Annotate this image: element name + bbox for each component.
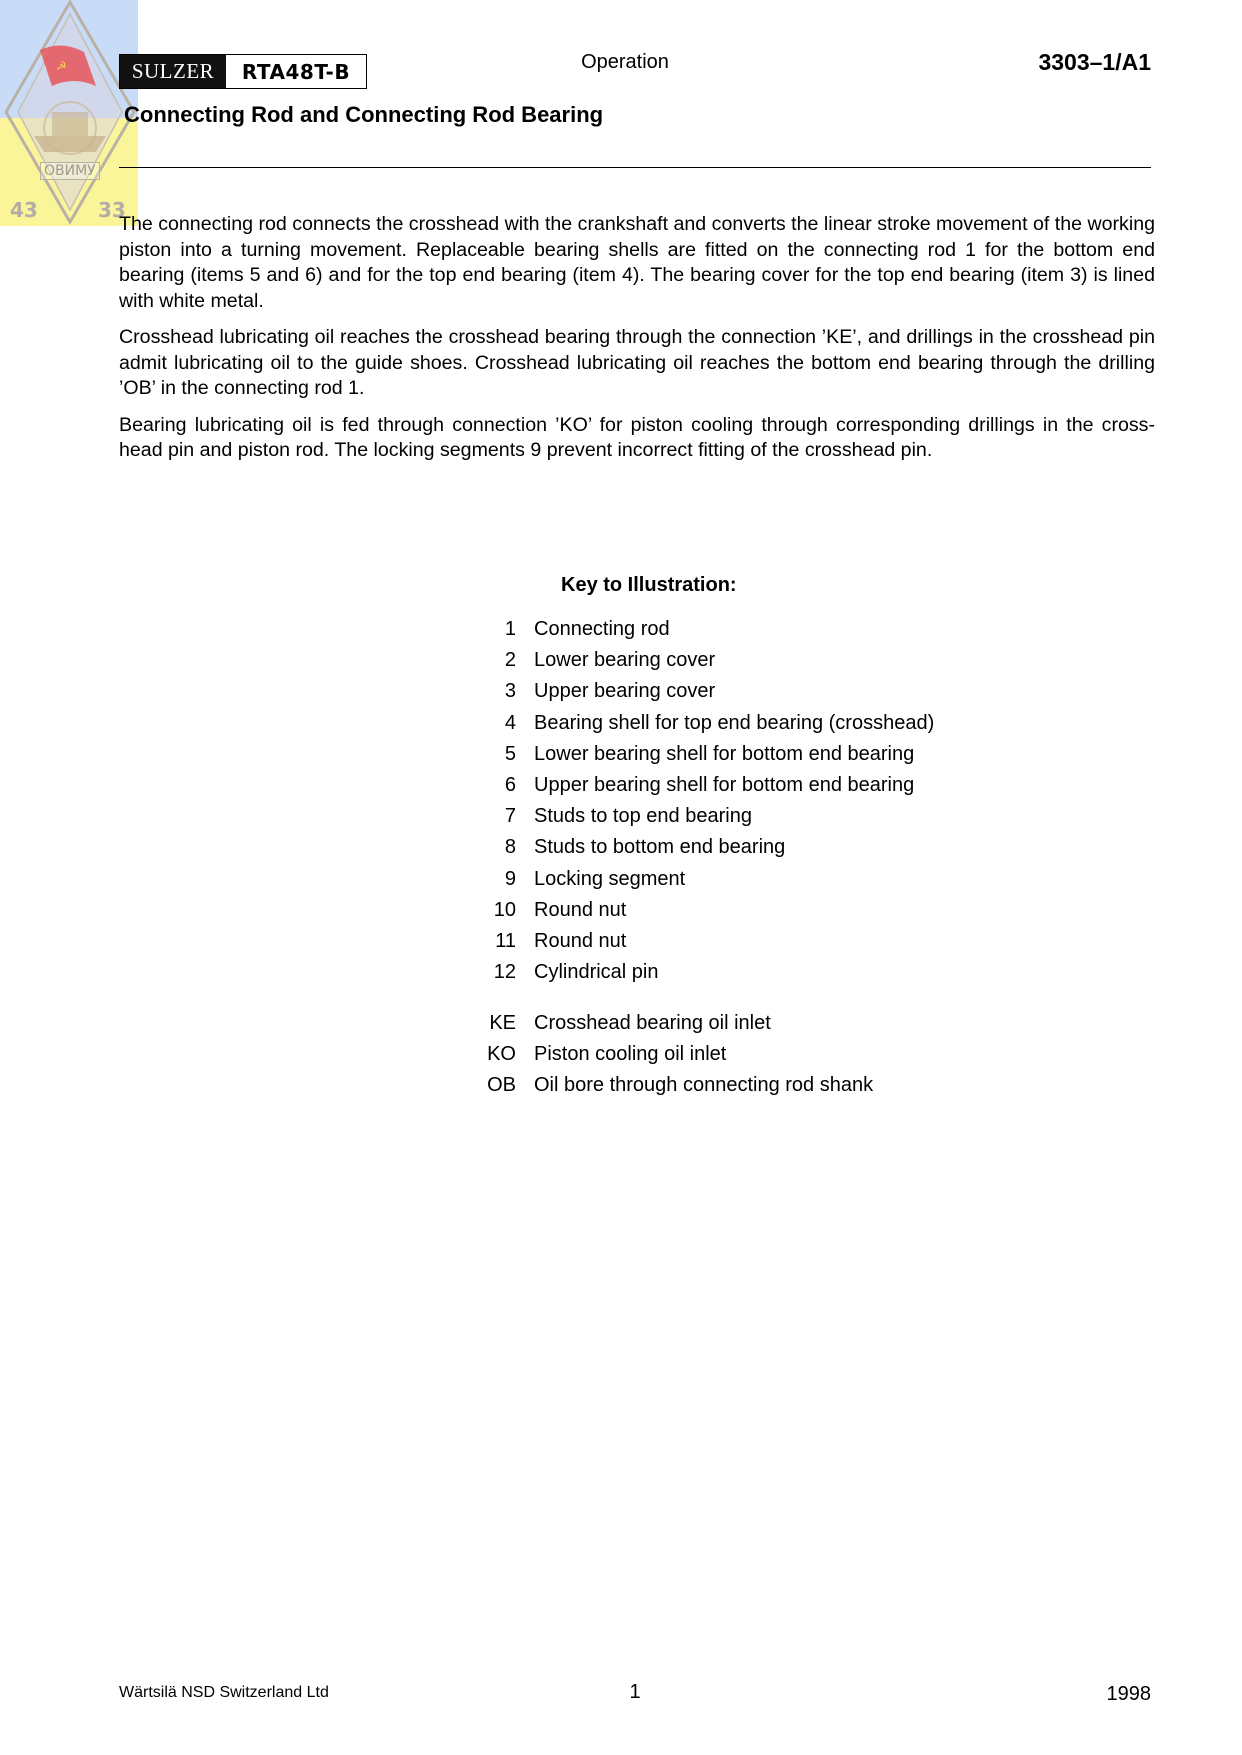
stamp-text: ОВИМУ <box>40 162 100 180</box>
key-item-label: Round nut <box>534 898 627 921</box>
key-item <box>470 864 934 895</box>
key-item <box>470 926 934 957</box>
key-item-label: Studs to bottom end bearing <box>534 836 786 859</box>
key-code-label: Crosshead bearing oil inlet <box>534 1012 771 1035</box>
key-item-number: 4 <box>504 711 516 734</box>
key-item-number: 9 <box>504 867 516 890</box>
key-item-number: 3 <box>504 680 516 703</box>
key-item-label: Round nut <box>534 929 627 952</box>
key-item-number: 7 <box>504 805 516 828</box>
key-item <box>470 708 934 739</box>
section-label: Operation <box>581 51 669 73</box>
svg-text:☭: ☭ <box>56 59 67 73</box>
key-item-number: 6 <box>504 774 516 797</box>
key-item-label: Upper bearing shell for bottom end bearing <box>534 774 915 797</box>
page-number: 1 <box>629 1681 641 1703</box>
key-item-label: Lower bearing cover <box>534 649 716 672</box>
document-number: 3303–1/A1 <box>1038 49 1151 75</box>
footer-company: Wärtsilä NSD Switzerland Ltd <box>119 1684 329 1701</box>
paragraph: Crosshead lubricating oil reaches the crosshead bearing through the connection ’KE’, and drillings in the crosshead pin admit lubricating oil to the guide shoes. Crosshead lubricating oil reaches the bottom end bearing through the drilling ’OB’ in the connecting rod 1. <box>119 326 1155 399</box>
key-item <box>470 801 934 832</box>
key-item <box>470 739 934 770</box>
key-code-list <box>470 1008 873 1102</box>
key-code-abbr: OB <box>487 1074 516 1097</box>
key-code-abbr: KE <box>489 1012 516 1035</box>
key-item-list <box>470 614 934 988</box>
key-item-label: Cylindrical pin <box>534 961 659 984</box>
key-item-label: Studs to top end bearing <box>534 805 752 828</box>
key-item-number: 10 <box>493 898 516 921</box>
key-code-label: Piston cooling oil inlet <box>534 1043 727 1066</box>
footer-year: 1998 <box>1106 1683 1151 1705</box>
key-code <box>470 1008 873 1039</box>
key-item-label: Locking segment <box>534 867 686 890</box>
stamp-right-number: 33 <box>98 198 126 222</box>
key-item-number: 11 <box>495 929 516 952</box>
library-stamp <box>0 0 138 226</box>
key-item <box>470 770 934 801</box>
stamp-graphic <box>0 0 138 226</box>
key-code <box>470 1039 873 1070</box>
key-code <box>470 1070 873 1101</box>
header-divider <box>119 167 1151 168</box>
key-item-number: 2 <box>504 649 516 672</box>
key-item-number: 12 <box>493 961 516 984</box>
paragraph: Bearing lubricating oil is fed through connection ’KO’ for piston cooling through corresponding drillings in the cross- head pin and piston rod. The locking segments 9 prevent incorrect fitting of the crosshead pin. <box>119 413 1155 461</box>
key-item-label: Upper bearing cover <box>534 680 716 703</box>
paragraph: The connecting rod connects the crosshead with the crankshaft and converts the linear stroke movement of the working piston into a turning movement. Replaceable bearing shells are fitted on the connecting rod 1 for the bottom end bearing (items 5 and 6) and for the top end bearing (item 4). The bearing cover for the top end bearing (item 3) is lined with white metal. <box>119 213 1155 312</box>
key-item <box>470 645 934 676</box>
key-item <box>470 895 934 926</box>
key-item <box>470 957 934 988</box>
key-code-label: Oil bore through connecting rod shank <box>534 1074 874 1097</box>
stamp-left-number: 43 <box>10 198 38 222</box>
brand-name: SULZER <box>120 55 226 88</box>
key-item-label: Lower bearing shell for bottom end bearing <box>534 742 915 765</box>
engine-model: RTA48T-B <box>241 59 351 84</box>
key-item <box>470 676 934 707</box>
key-item-number: 8 <box>504 836 516 859</box>
key-code-abbr: KO <box>487 1043 516 1066</box>
key-item-label: Bearing shell for top end bearing (crosshead) <box>534 711 935 734</box>
description-text <box>119 212 1155 475</box>
key-title: Key to Illustration: <box>561 574 737 596</box>
page-title: Connecting Rod and Connecting Rod Bearing <box>124 102 604 127</box>
key-item-number: 5 <box>504 742 516 765</box>
brand-logo-box <box>119 54 367 89</box>
key-item-label: Connecting rod <box>534 618 670 641</box>
key-item-number: 1 <box>504 618 516 641</box>
key-item <box>470 614 934 645</box>
key-item <box>470 832 934 863</box>
